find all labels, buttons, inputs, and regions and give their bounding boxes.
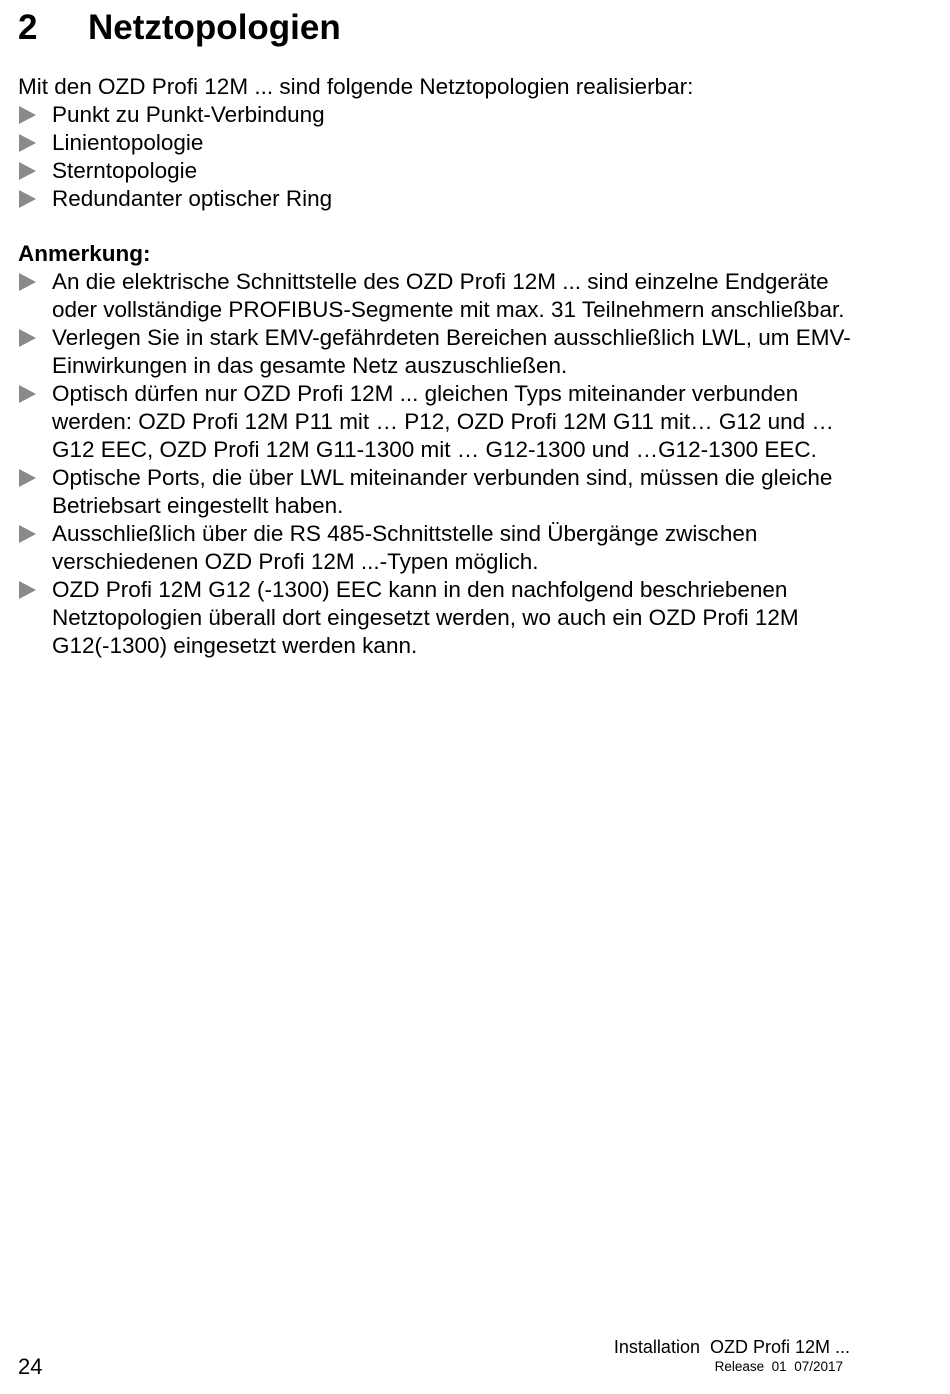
triangle-right-icon	[19, 581, 36, 599]
triangle-right-icon	[19, 273, 36, 291]
triangle-right-icon	[19, 190, 36, 208]
list-item	[18, 157, 858, 185]
triangle-right-icon	[19, 525, 36, 543]
list-item	[18, 380, 858, 464]
triangle-right-icon	[19, 162, 36, 180]
triangle-right-icon	[19, 385, 36, 403]
list-item-text: OZD Profi 12M G12 (-1300) EEC kann in den nachfolgend beschriebenen Netztopologien überall dort eingesetzt werden, wo auch ein OZD Profi 12M G12(-1300) eingesetzt werden kann.	[52, 577, 799, 658]
intro-text: Mit den OZD Profi 12M ... sind folgende Netztopologien realisierbar:	[18, 74, 694, 99]
list-item-text: Optisch dürfen nur OZD Profi 12M ... gleichen Typs miteinander verbunden werden: OZD Profi 12M P11 mit … P12, OZD Profi 12M G11 mit… G12 und …G12 EEC, OZD Profi 12M G11-1300 mit … G12-1300 und …G12-1300 EEC.	[52, 381, 834, 462]
intro-block	[18, 73, 858, 213]
list-item	[18, 576, 858, 660]
list-item-text: Redundanter optischer Ring	[52, 186, 333, 211]
list-item-text: Verlegen Sie in stark EMV-gefährdeten Bereichen ausschließlich LWL, um EMV-Einwirkungen in das gesamte Netz auszuschließen.	[52, 325, 851, 378]
footer-release: Release 01 07/2017	[714, 1359, 843, 1374]
topology-list	[18, 101, 858, 213]
list-item-text: Sterntopologie	[52, 158, 198, 183]
list-item	[18, 101, 858, 129]
note-block	[18, 240, 858, 660]
list-item-text: Punkt zu Punkt-Verbindung	[52, 102, 325, 127]
note-label: Anmerkung:	[18, 241, 151, 266]
note-list	[18, 268, 858, 660]
list-item	[18, 185, 858, 213]
list-item-text: An die elektrische Schnittstelle des OZD Profi 12M ... sind einzelne Endgeräte oder vollständige PROFIBUS-Segmente mit max. 31 Teilnehmern anschließbar.	[52, 269, 845, 322]
section-heading	[18, 6, 341, 50]
section-title: Netztopologien	[88, 8, 341, 47]
list-item	[18, 324, 858, 380]
list-item	[18, 129, 858, 157]
triangle-right-icon	[19, 106, 36, 124]
list-item	[18, 520, 858, 576]
list-item-text: Ausschließlich über die RS 485-Schnittstelle sind Übergänge zwischen verschiedenen OZD Profi 12M ...-Typen möglich.	[52, 521, 758, 574]
list-item-text: Linientopologie	[52, 130, 204, 155]
section-number: 2	[18, 8, 38, 47]
list-item	[18, 268, 858, 324]
triangle-right-icon	[19, 469, 36, 487]
page-number: 24	[18, 1354, 43, 1379]
list-item-text: Optische Ports, die über LWL miteinander verbunden sind, müssen die gleiche Betriebsart eingestellt haben.	[52, 465, 833, 518]
footer-document-title: Installation OZD Profi 12M ...	[613, 1337, 850, 1357]
triangle-right-icon	[19, 329, 36, 347]
triangle-right-icon	[19, 134, 36, 152]
list-item	[18, 464, 858, 520]
